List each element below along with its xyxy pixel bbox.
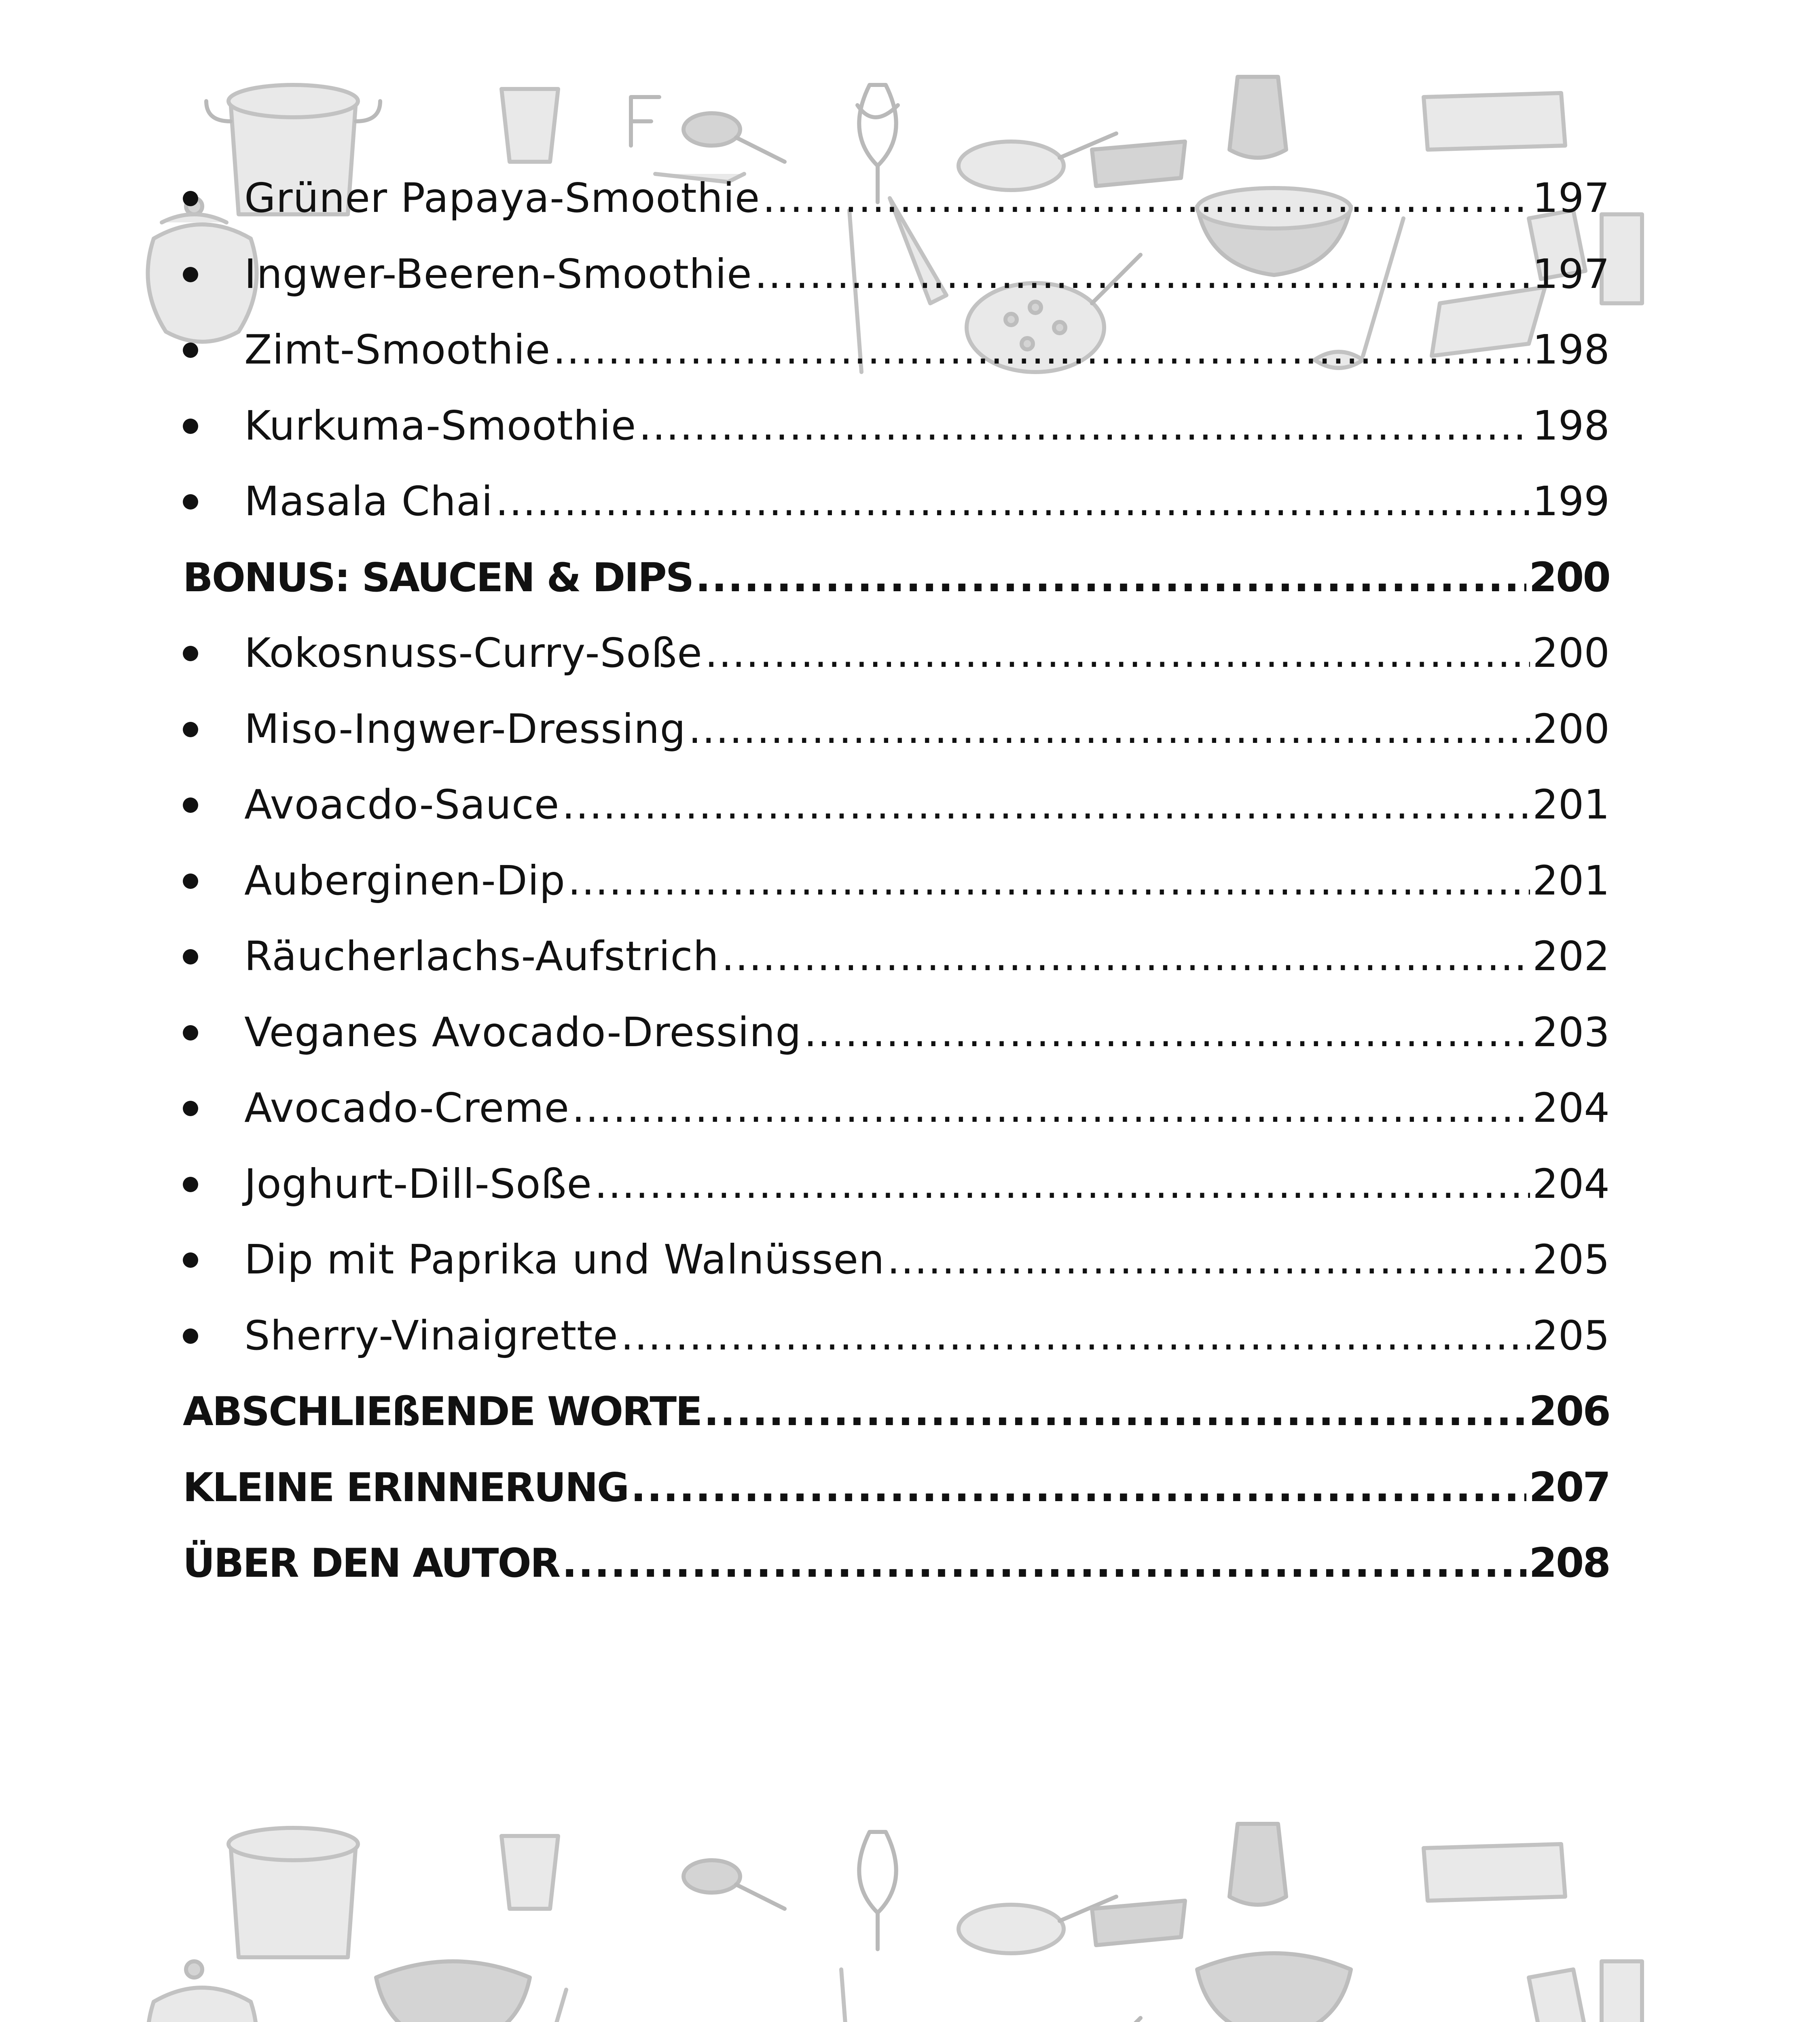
toc-page-number: 200 bbox=[1532, 629, 1610, 677]
toc-page-number: 198 bbox=[1532, 326, 1610, 373]
dot-leader bbox=[705, 629, 1530, 677]
jug-icon bbox=[1230, 77, 1286, 158]
toc-section-heading bbox=[183, 553, 1610, 602]
dot-leader bbox=[887, 1235, 1530, 1284]
dot-leader bbox=[688, 705, 1530, 753]
bullet-icon bbox=[183, 874, 198, 889]
toc-entry-title: ÜBER DEN AUTOR bbox=[183, 1540, 560, 1586]
bullet-icon bbox=[183, 267, 198, 282]
kitchen-utensils-pattern bbox=[0, 1808, 1820, 2022]
mixing-bowl-icon bbox=[376, 1961, 530, 2022]
toc-page-number: 197 bbox=[1532, 250, 1610, 298]
toc-entry-title: ABSCHLIEßENDE WORTE bbox=[183, 1389, 702, 1435]
toc-entry-title: Dip mit Paprika und Walnüssen bbox=[244, 1236, 885, 1283]
toc-entry-title: Grüner Papaya-Smoothie bbox=[244, 174, 760, 222]
bullet-icon bbox=[183, 949, 198, 964]
toc-entry bbox=[183, 174, 1610, 222]
toc-entry-title: BONUS: SAUCEN & DIPS bbox=[183, 554, 693, 601]
toc-entry bbox=[183, 1311, 1610, 1360]
toc-page-number: 202 bbox=[1532, 933, 1610, 980]
bullet-icon bbox=[183, 191, 198, 206]
toc-entry bbox=[183, 477, 1610, 526]
bullet-icon bbox=[183, 646, 198, 661]
rolling-pin-icon bbox=[841, 1969, 853, 2022]
bullet-icon bbox=[183, 343, 198, 358]
toc-entry-title: Joghurt-Dill-Soße bbox=[244, 1160, 592, 1208]
dot-leader bbox=[804, 1008, 1530, 1057]
toc-entry bbox=[183, 326, 1610, 374]
toc-page-number: 205 bbox=[1532, 1236, 1610, 1283]
springform-pan-icon bbox=[1424, 93, 1565, 150]
dot-leader bbox=[621, 1311, 1530, 1360]
measuring-cup-icon bbox=[502, 1836, 558, 1909]
toc-page-number: 207 bbox=[1529, 1463, 1610, 1511]
toc-page-number: 208 bbox=[1529, 1539, 1610, 1586]
cooking-pot-icon bbox=[229, 1828, 358, 1957]
jug-icon bbox=[1230, 1824, 1286, 1905]
dot-leader bbox=[695, 553, 1526, 602]
toc-entry-title: KLEINE ERINNERUNG bbox=[183, 1464, 629, 1511]
bullet-icon bbox=[183, 419, 198, 434]
toc-entry-title: Avoacdo-Sauce bbox=[244, 781, 560, 828]
dot-leader bbox=[704, 1387, 1526, 1436]
bullet-icon bbox=[183, 1177, 198, 1192]
toc-entry-title: Ingwer-Beeren-Smoothie bbox=[244, 250, 752, 298]
colander-icon bbox=[967, 2018, 1141, 2022]
bullet-icon bbox=[183, 1101, 198, 1116]
toc-section-heading bbox=[183, 1539, 1610, 1587]
toc-entry bbox=[183, 1008, 1610, 1057]
bullet-icon bbox=[183, 722, 198, 737]
toc-entry bbox=[183, 932, 1610, 981]
dot-leader bbox=[562, 1539, 1526, 1587]
dot-leader bbox=[639, 402, 1530, 450]
dot-leader bbox=[631, 1463, 1526, 1512]
dot-leader bbox=[572, 1084, 1530, 1132]
bullet-icon bbox=[183, 494, 198, 510]
toc-page-number: 201 bbox=[1532, 781, 1610, 828]
dot-leader bbox=[562, 780, 1530, 829]
mixing-bowl-icon bbox=[1197, 1953, 1351, 2022]
toc-entry-title: Zimt-Smoothie bbox=[244, 326, 551, 373]
toc-entry bbox=[183, 250, 1610, 298]
spoon-icon bbox=[684, 1860, 785, 1909]
toc-entry-title: Miso-Ingwer-Dressing bbox=[244, 705, 686, 753]
toc-entry-title: Avocado-Creme bbox=[244, 1084, 569, 1132]
measuring-cup-icon bbox=[502, 89, 558, 162]
toc-entry-title: Räucherlachs-Aufstrich bbox=[244, 933, 719, 980]
kitchen-illustration-bottom bbox=[0, 1808, 1820, 2022]
toc-entry-title: Kokosnuss-Curry-Soße bbox=[244, 629, 703, 677]
toc-page-number: 198 bbox=[1532, 402, 1610, 449]
wall-hook-icon bbox=[631, 97, 659, 146]
dot-leader bbox=[495, 477, 1530, 526]
toc-page-number: 204 bbox=[1532, 1160, 1610, 1208]
dot-leader bbox=[722, 932, 1530, 981]
toc-page-number: 203 bbox=[1532, 1008, 1610, 1056]
toc-entry bbox=[183, 402, 1610, 450]
bullet-icon bbox=[183, 797, 198, 813]
toc-entry bbox=[183, 1235, 1610, 1284]
toc-entry bbox=[183, 705, 1610, 753]
grater-icon bbox=[1602, 1961, 1642, 2022]
toc-entry bbox=[183, 1084, 1610, 1132]
whisk-icon bbox=[859, 1832, 896, 1949]
toc-entry-title: Kurkuma-Smoothie bbox=[244, 402, 637, 449]
calculator-icon bbox=[1529, 1969, 1585, 2022]
cutting-board-icon bbox=[1092, 1901, 1185, 1945]
dot-leader bbox=[762, 174, 1530, 222]
toc-entry-title: Sherry-Vinaigrette bbox=[244, 1311, 618, 1359]
spoon-icon bbox=[655, 113, 785, 182]
bullet-icon bbox=[183, 1025, 198, 1041]
toc-page-number: 201 bbox=[1532, 857, 1610, 904]
sugar-bowl-icon bbox=[148, 1961, 256, 2022]
toc-page-number: 199 bbox=[1532, 478, 1610, 525]
toc-entry bbox=[183, 1160, 1610, 1208]
toc-page-number: 206 bbox=[1529, 1387, 1610, 1435]
springform-pan-icon bbox=[1424, 1844, 1565, 1901]
dot-leader bbox=[568, 857, 1530, 905]
bullet-icon bbox=[183, 1328, 198, 1344]
toc-page-number: 204 bbox=[1532, 1084, 1610, 1132]
dot-leader bbox=[553, 326, 1530, 374]
toc-page-number: 197 bbox=[1532, 174, 1610, 222]
toc-entry bbox=[183, 857, 1610, 905]
toc-page-number: 200 bbox=[1532, 705, 1610, 753]
dot-leader bbox=[595, 1160, 1530, 1208]
toc-entry bbox=[183, 629, 1610, 677]
bullet-icon bbox=[183, 1252, 198, 1268]
toc-entry-title: Auberginen-Dip bbox=[244, 857, 566, 904]
toc-entry-title: Veganes Avocado-Dressing bbox=[244, 1008, 802, 1056]
dot-leader bbox=[755, 250, 1530, 298]
toc-section-heading bbox=[183, 1387, 1610, 1436]
toc-page-number: 200 bbox=[1529, 553, 1610, 601]
toc-page-number: 205 bbox=[1532, 1311, 1610, 1359]
toc-section-heading bbox=[183, 1463, 1610, 1512]
toc-entry-title: Masala Chai bbox=[244, 478, 493, 525]
toc-entry bbox=[183, 780, 1610, 829]
